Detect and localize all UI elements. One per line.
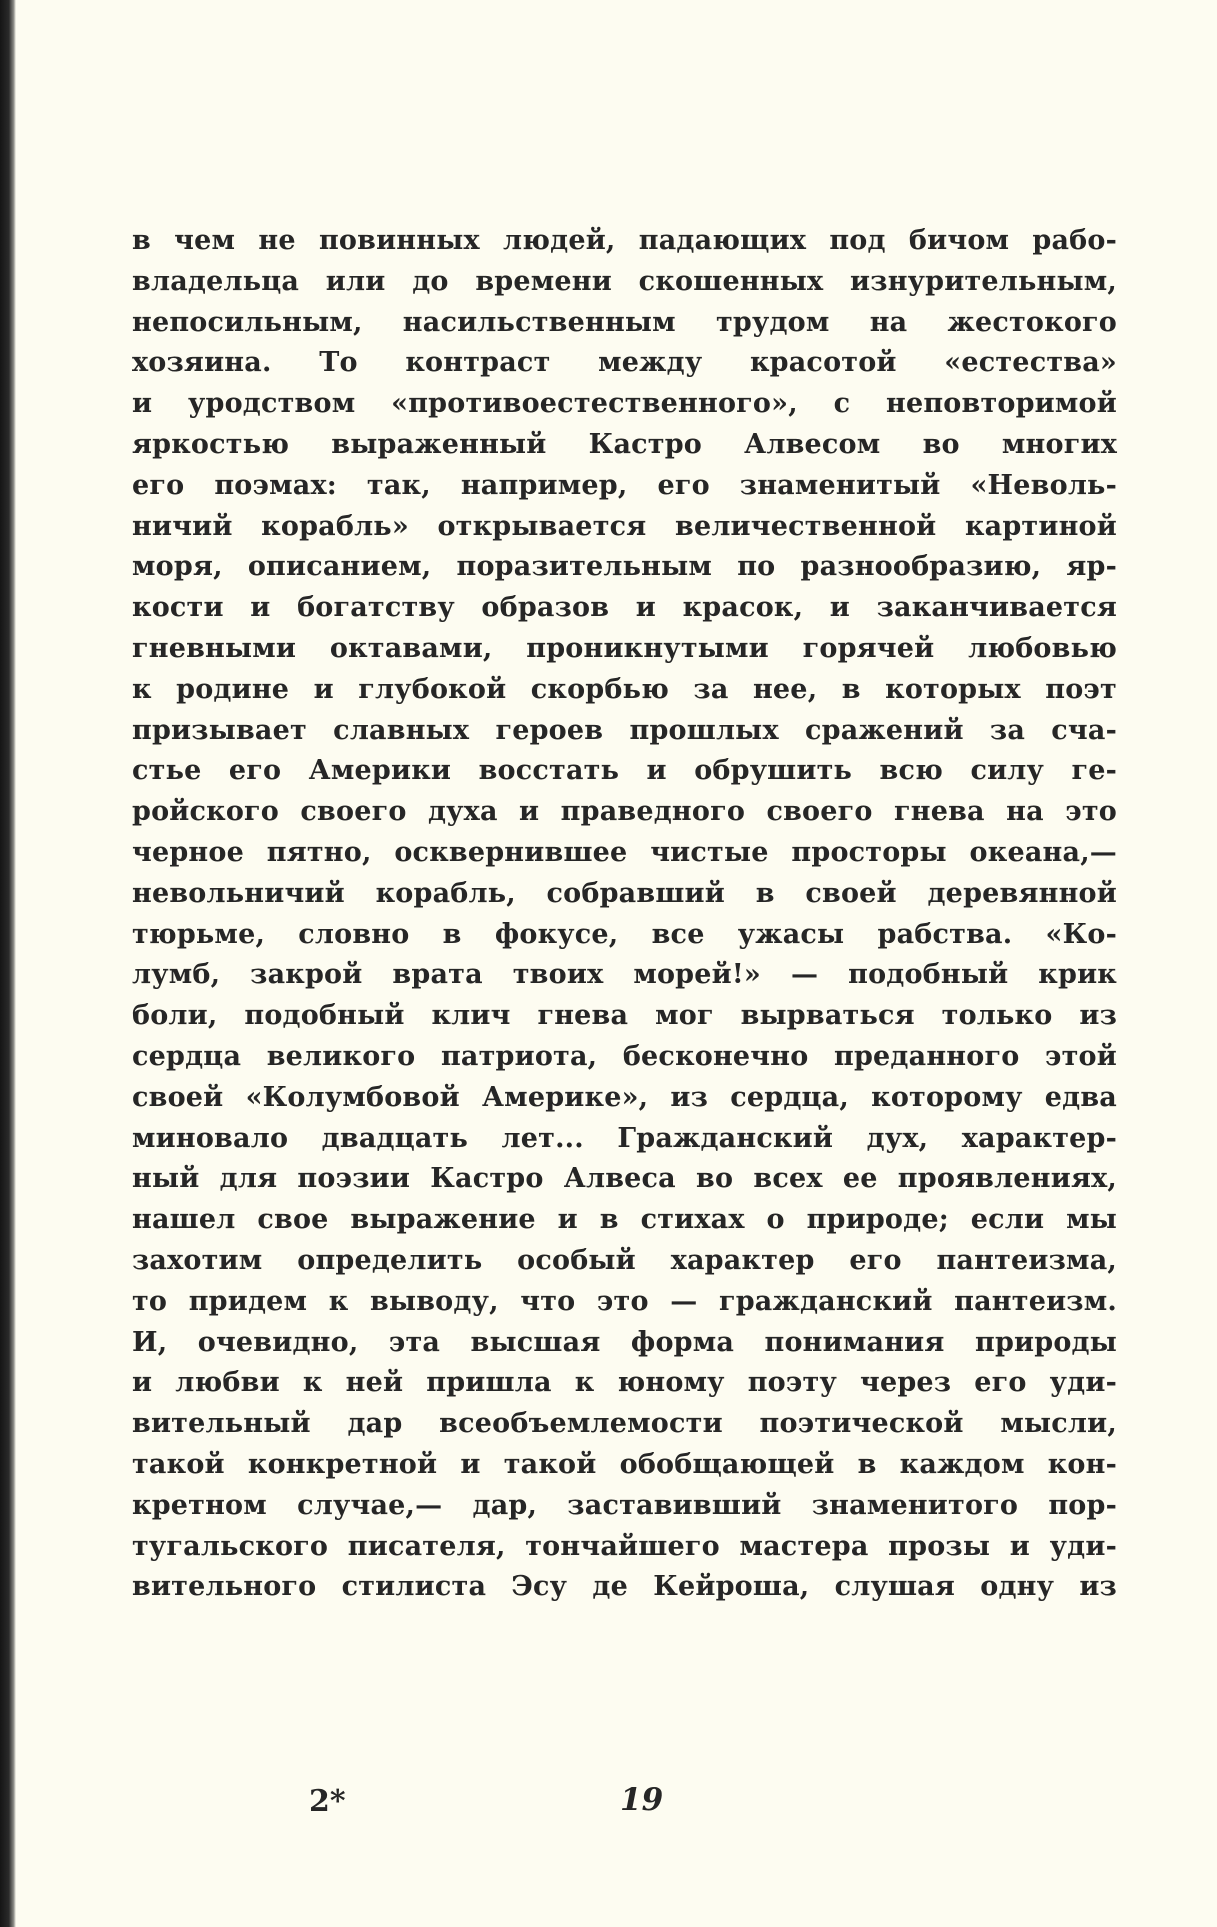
text-line: вительного стилиста Эсу де Кейроша, слушая одну из [132, 1571, 1117, 1603]
text-line: непосильным, насильственным трудом на жестокого [132, 306, 1117, 338]
text-line: нашел свое выражение и в стихах о природе; если мы [132, 1204, 1117, 1236]
text-line: ничий корабль» открывается величественной картиной [132, 510, 1117, 542]
text-line: то придем к выводу, что это — гражданский пантеизм. [132, 1285, 1117, 1317]
text-line: лумб, закрой врата твоих морей!» — подобный крик [132, 959, 1117, 991]
text-line: своей «Колумбовой Америке», из сердца, которому едва [132, 1081, 1117, 1113]
book-spine-shadow [0, 0, 16, 1927]
text-line: стье его Америки восстать и обрушить всю силу ге- [132, 755, 1117, 787]
text-line: И, очевидно, эта высшая форма понимания природы [132, 1326, 1117, 1358]
text-line: черное пятно, осквернившее чистые просторы океана,— [132, 836, 1117, 868]
text-line: сердца великого патриота, бесконечно преданного этой [132, 1040, 1117, 1072]
text-line: кретном случае,— дар, заставивший знаменитого пор- [132, 1489, 1117, 1521]
text-line: тугальского писателя, тончайшего мастера прозы и уди- [132, 1530, 1117, 1562]
text-line: яркостью выраженный Кастро Алвесом во многих [132, 428, 1117, 460]
text-line: владельца или до времени скошенных изнурительным, [132, 265, 1117, 297]
text-line: невольничий корабль, собравший в своей деревянной [132, 877, 1117, 909]
text-line: призывает славных героев прошлых сражений за сча- [132, 714, 1117, 746]
text-line: ный для поэзии Кастро Алвеса во всех ее проявлениях, [132, 1163, 1117, 1195]
text-line: миновало двадцать лет... Гражданский дух, характер- [132, 1122, 1117, 1154]
printer-signature-mark: 2* [309, 1784, 346, 1819]
text-line: его поэмах: так, например, его знаменитый «Неволь- [132, 469, 1117, 501]
text-line: в чем не повинных людей, падающих под бичом рабо- [132, 225, 1117, 256]
text-line: захотим определить особый характер его пантеизма, [132, 1244, 1117, 1276]
text-line: к родине и глубокой скорбью за нее, в которых поэт [132, 673, 1117, 705]
text-line: вительный дар всеобъемлемости поэтической мысли, [132, 1408, 1117, 1440]
text-line: и уродством «противоестественного», с неповторимой [132, 388, 1117, 420]
text-line: гневными октавами, проникнутыми горячей любовью [132, 632, 1117, 664]
text-line: и любви к ней пришла к юному поэту через его уди- [132, 1367, 1117, 1399]
text-line: кости и богатству образов и красок, и заканчивается [132, 592, 1117, 624]
body-text [132, 221, 1117, 1608]
text-line: моря, описанием, поразительным по разнообразию, яр- [132, 551, 1117, 583]
text-line: хозяина. То контраст между красотой «естества» [132, 347, 1117, 379]
text-line: тюрьме, словно в фокусе, все ужасы рабства. «Ко- [132, 918, 1117, 950]
text-line: такой конкретной и такой обобщающей в каждом кон- [132, 1448, 1117, 1480]
page-number: 19 [620, 1782, 664, 1818]
text-line: ройского своего духа и праведного своего гнева на это [132, 796, 1117, 828]
text-line: боли, подобный клич гнева мог вырваться только из [132, 1000, 1117, 1032]
